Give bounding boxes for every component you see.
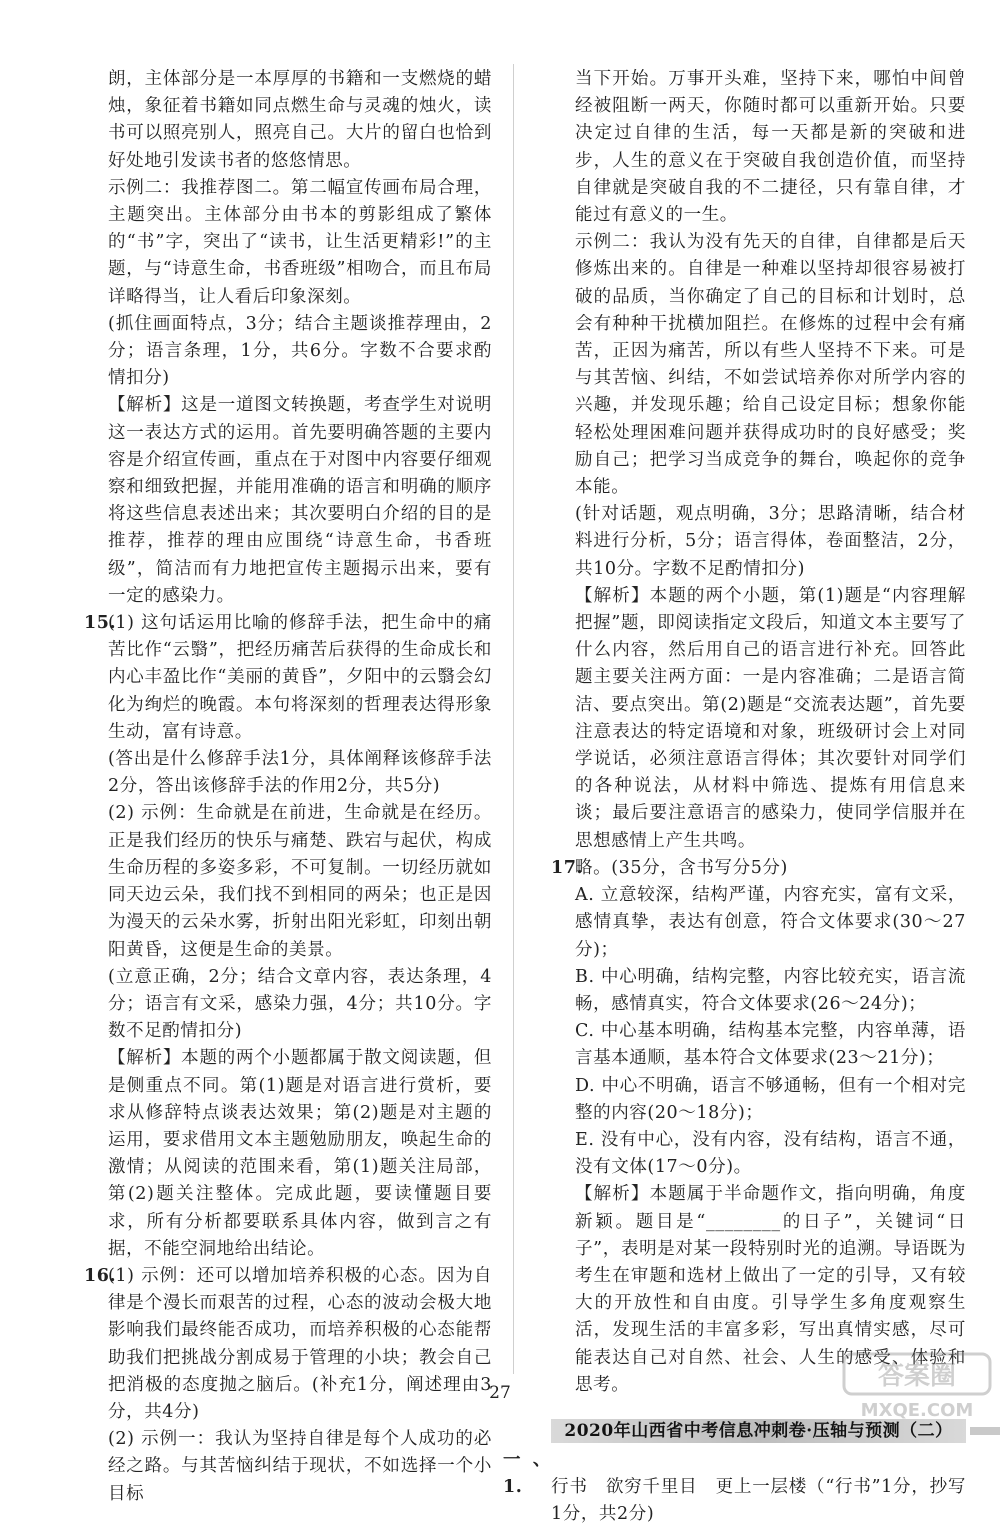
answer-paragraph: [84, 66, 492, 175]
answer-paragraph: [84, 311, 492, 393]
paragraph-text: 示例二：我推荐图二。第二幅宣传画布局合理，主题突出。主体部分由书本的剪影组成了繁体的“书”字，突出了“读书，让生活更精彩!”的主题，与“诗意生命，书香班级”相吻合，而且布局详略得当，让人看后印象深刻。: [108, 177, 492, 307]
answer-paragraph: [84, 746, 492, 800]
answer-paragraph: [551, 501, 966, 583]
paragraph-text: (抓住画面特点，3分；结合主题谈推荐理由，2分；语言条理，1分，共6分。字数不合要求酌情扣分): [108, 313, 492, 389]
column-divider: [513, 64, 514, 1374]
paragraph-text: (1) 这句话运用比喻的修辞手法，把生命中的痛苦比作“云翳”，把经历痛苦后获得的生命成长和内心丰盈比作“美丽的黄昏”，夕阳中的云翳会幻化为绚烂的晚霞。本句将深刻的哲理表达得形象生动，富有诗意。: [108, 613, 492, 742]
answer-paragraph: [551, 229, 966, 501]
paragraph-text: (1) 示例：还可以增加培养积极的心态。因为自律是个漫长而艰苦的过程，心态的波动会极大地影响我们最终能否成功，而培养积极的心态能帮助我们把挑战分割成易于管理的小块；教会自己把消极的态度抛之脑后。(补充1分，阐述理由3分，共4分): [108, 1265, 492, 1422]
watermark-logo: [842, 1350, 992, 1422]
paragraph-text: E. 没有中心，没有内容，没有结构，语言不通，没有文体(17～0分)。: [575, 1129, 966, 1178]
paragraph-text: 略。(35分，含书写分5分): [575, 857, 788, 878]
paragraph-text: B. 中心明确，结构完整，内容比较充实，语言流畅，感情真实，符合文体要求(26～24分)；: [575, 966, 966, 1014]
paragraph-text: 当下开始。万事开头难，坚持下来，哪怕中间曾经被阻断一两天，你随时都可以重新开始。只要决定过自律的生活，每一天都是新的突破和进步，人生的意义在于突破自我创造价值，而坚持自律就是突破自我的不二捷径，只有靠自律，才能过有意义的一生。: [575, 69, 966, 226]
svg-text:答案圈: 答案圈: [877, 1361, 957, 1391]
answer-paragraph: [84, 1426, 492, 1508]
answer-paragraph: [551, 1127, 966, 1181]
question-number: 15.: [84, 613, 117, 634]
item-text: 行书 欲穷千里目 更上一层楼（“行书”1分，抄写1分，共2分): [551, 1477, 966, 1525]
answer-paragraph: [84, 1045, 492, 1263]
paragraph-text: A. 立意较深，结构严谨，内容充实，富有文采，感情真挚，表达有创意，符合文体要求(30～27分)；: [575, 885, 966, 960]
paragraph-text: 【解析】本题的两个小题都属于散文阅读题，但是侧重点不同。第(1)题是对语言进行赏析，要求从修辞特点谈表达效果；第(2)题是对主题的运用，要求借用文本主题勉励朋友，唤起生命的激情；从阅读的范围来看，第(1)题关注局部，第(2)题关注整体。完成此题，要读懂题目要求，所有分析都要联系具体内容，做到言之有据，不能空洞地给出结论。: [108, 1048, 492, 1259]
answer-item-final: [503, 1447, 966, 1529]
answer-paragraph: [551, 66, 966, 229]
left-column: [84, 66, 492, 1508]
answer-paragraph: [84, 392, 492, 610]
answer-paragraph: [84, 610, 492, 746]
paragraph-text: 【解析】本题属于半命题作文，指向明确，角度新颖。题目是“________的日子”，关键词“日子”，表明是对某一段特别时光的追溯。导语既为考生在审题和选材上做出了一定的引导，又有较大的开放性和自由度。引导学生多角度观察生活，发现生活的丰富多彩，写出真情实感，尽可能表达自己对自然、社会、人生的感受、体验和思考。: [575, 1184, 966, 1395]
question-number: 17.: [551, 857, 584, 878]
page-number: 27: [489, 1383, 511, 1403]
section-banner: 2020年山西省中考信息冲刺卷·压轴与预测（二）: [551, 1419, 966, 1443]
paragraph-text: 示例二：我认为没有先天的自律，自律都是后天修炼出来的。自律是一种难以坚持却很容易被打破的品质，当你确定了自己的目标和计划时，总会有种种干扰横加阻拦。在修炼的过程中会有痛苦，正因为痛苦，所以有些人坚持不下来。可是与其苦恼、纠结，不如尝试培养你对所学内容的兴趣，并发现乐趣；给自己设定目标；想象你能轻松处理困难问题并获得成功时的良好感受；奖励自己；把学习当成竞争的舞台，唤起你的竞争本能。: [575, 232, 966, 498]
paragraph-text: (答出是什么修辞手法1分，具体阐释该修辞手法2分，答出该修辞手法的作用2分，共5分): [108, 749, 492, 797]
right-column: [503, 66, 966, 1529]
paragraph-text: (2) 示例一：我认为坚持自律是每个人成功的必经之路。与其苦恼纠结于现状，不如选择一个小目标: [108, 1429, 492, 1504]
paragraph-text: 【解析】本题的两个小题，第(1)题是“内容理解把握”题，即阅读指定文段后，知道文本主要写了什么内容，然后用自己的语言进行补充。回答此题主要关注两方面：一是内容准确；二是语言简洁、要点突出。第(2)题是“交流表达题”，首先要注意表达的特定语境和对象，班级研讨会上对同学说话，必须注意语言得体；其次要针对同学们的各种说法，从材料中筛选、提炼有用信息来谈；最后要注意语言的感染力，使同学信服并在思想感情上产生共鸣。: [575, 585, 966, 851]
answer-paragraph: [551, 964, 966, 1018]
paragraph-text: (2) 示例：生命就是在前进，生命就是在经历。正是我们经历的快乐与痛楚、跌宕与起伏，构成生命历程的多姿多彩，不可复制。一切经历就如同天边云朵，我们找不到相同的两朵；也正是因为漫天的云朵水雾，折射出阳光彩虹，印刻出朝阳黄昏，这便是生命的美景。: [108, 803, 492, 960]
answer-paragraph: [84, 800, 492, 963]
answer-paragraph: [551, 1073, 966, 1127]
answer-paragraph: [84, 964, 492, 1046]
answer-paragraph: [551, 1018, 966, 1072]
question-number: 16.: [84, 1265, 117, 1286]
svg-text:MXQE.COM: MXQE.COM: [860, 1400, 974, 1421]
answer-paragraph: [84, 175, 492, 311]
answer-paragraph: [551, 882, 966, 964]
paragraph-text: (立意正确，2分；结合文章内容，表达条理，4分；语言有文采，感染力强，4分；共10分。字数不足酌情扣分): [108, 966, 492, 1042]
paragraph-text: C. 中心基本明确，结构基本完整，内容单薄，语言基本通顺，基本符合文体要求(23～21分)；: [575, 1021, 966, 1069]
paragraph-text: (针对话题，观点明确，3分；思路清晰，结合材料进行分析，5分；语言得体，卷面整洁，2分，共10分。字数不足酌情扣分): [575, 504, 966, 579]
paragraph-text: 朗，主体部分是一本厚厚的书籍和一支燃烧的蜡烛，象征着书籍如同点燃生命与灵魂的烛火，读书可以照亮别人，照亮自己。大片的留白也恰到好处地引发读书者的悠悠情思。: [108, 69, 492, 171]
answer-paragraph: [551, 583, 966, 855]
paragraph-text: 【解析】这是一道图文转换题，考查学生对说明这一表达方式的运用。首先要明确答题的主要内容是介绍宣传画，重点在于对图中内容要仔细观察和细致把握，并能用准确的语言和明确的顺序将这些信息表述出来；其次要明白介绍的目的是推荐，推荐的理由应围绕“诗意生命，书香班级”，简洁而有力地把宣传主题揭示出来，要有一定的感染力。: [108, 395, 492, 606]
answer-paragraph: [551, 855, 966, 882]
item-number: 一、1.: [503, 1449, 551, 1498]
paragraph-text: D. 中心不明确，语言不够通畅，但有一个相对完整的内容(20～18分)；: [575, 1075, 966, 1123]
